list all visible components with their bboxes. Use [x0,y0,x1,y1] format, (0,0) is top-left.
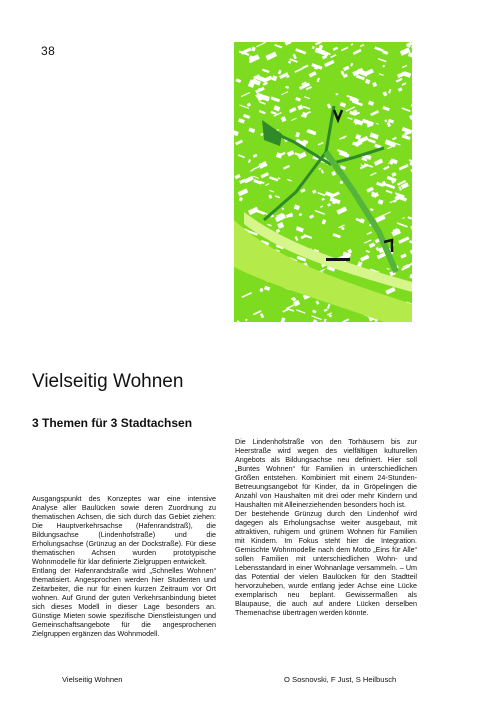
paragraph: Ausgangspunkt des Konzeptes war eine intensive Analyse aller Baulücken sowie deren Zuordnung zu thematischen Achsen, die sich durch das Gebiet ziehen: Die Hauptverkehrsachse (Hafenrandstraß), die Bildungsachse (Lindenhofstraße) und die Erholungsachse (Grünzug an der Dockstraße). Für diese thematischen Achsen wurden prototypische Wohnmodelle für klar definierte Zielgruppen entwickelt. [32,494,216,566]
footer-section-title: Vielseitig Wohnen [62,675,123,684]
site-marker-south [326,258,350,261]
page-title: Vielseitig Wohnen [32,371,184,392]
page-subtitle: 3 Themen für 3 Stadtachsen [32,416,193,430]
paragraph: Entlang der Hafenrandstraße wird „Schnelles Wohnen“ thematisiert. Angesprochen werden hier Studenten und Zeitarbeiter, die nur für einen kurzen Zeitraum vor Ort wohnen. Auf Grund der guten Verkehrsanbindung bietet sich dieses Modell in dieser Lage besonders an. Günstige Mieten sowie spezifische Dienstleistungen und Gemeinschaftsangebote für die angesprochenen Zielgruppen ergänzen das Wohnmodell. [32,566,216,638]
paragraph: Die Lindenhofstraße von den Torhäusern bis zur Heerstraße wird wegen des vielfältigen kulturellen Angebots als Bildungsachse neu definiert. Hier soll „Buntes Wohnen“ für Familien in unterschiedlichen Größen entstehen. Kombiniert mit einem 24-Stunden-Betreuungsangebot für Kinder, da in Gröpelingen die Anzahl von Haushalten mit drei oder mehr Kindern und Haushalten mit Alleinerziehenden besonders hoch ist. [235,437,417,509]
text-column-left [32,494,216,638]
text-column-right [235,437,417,617]
paragraph: Der bestehende Grünzug durch den Lindenhof wird dagegen als Erholungsachse weiter ausgebaut, mit attraktiven, ruhigem und grünem Wohnen für Familien mit Kindern. Im Fokus steht hier die Integration. Gemischte Wohnmodelle nach dem Motto „Eins für Alle“ sollen Familien mit unterschiedlichen Wohn- und Lebensstandard in einer Wohnanlage versammeln. – Um das Potential der vielen Baulücken für den Stadtteil hervorzuheben, wurde entlang jeder Achse eine Lücke exemplarisch neu beplant. Gewissermaßen als Blaupause, die auch auf andere Lücken derselben Themenachse übertragen werden könnte. [235,509,417,617]
page-number: 38 [41,44,56,58]
footer-authors: O Sosnovski, F Just, S Heilbusch [284,675,397,684]
site-plan-map [234,42,412,322]
site-plan-graphic [234,42,412,322]
